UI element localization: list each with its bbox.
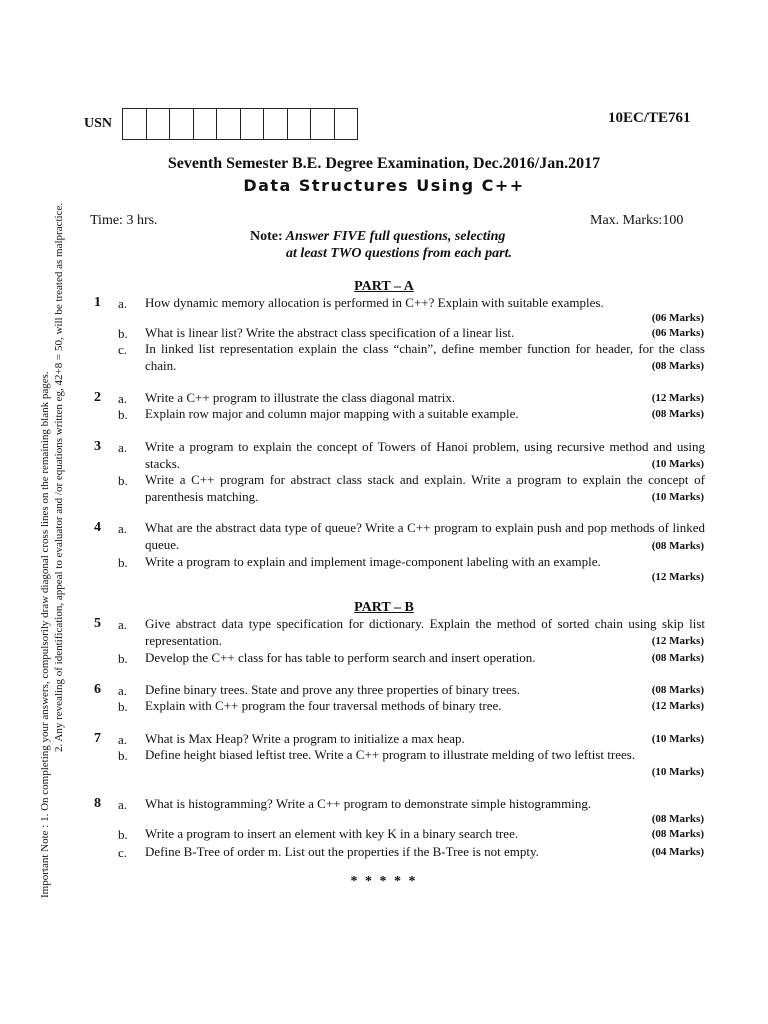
usn-label: USN [84, 116, 113, 131]
instructions-note [250, 229, 505, 245]
question-number: 6 [94, 682, 101, 697]
usn-box[interactable] [310, 109, 334, 139]
sub-question-letter: a. [118, 296, 128, 311]
sub-question-letter: a. [118, 440, 128, 455]
sub-question-text: Give abstract data type specification for dictionary. Explain the method of sorted chain using skip list representation. [145, 616, 705, 648]
question-number: 3 [94, 439, 101, 454]
sub-question-text: Write a program to explain and implement image-component labeling with an example. [145, 554, 601, 569]
usn-box[interactable] [334, 109, 358, 139]
marks-label: (08 Marks) [651, 813, 704, 825]
sub-question-letter: a. [118, 732, 128, 747]
sub-question-letter: b. [118, 748, 128, 763]
question-number: 2 [94, 390, 101, 405]
usn-box[interactable] [193, 109, 217, 139]
sub-question-letter: b. [118, 699, 128, 714]
marks-label: (06 Marks) [651, 312, 704, 324]
sub-question-text: What are the abstract data type of queue? Write a C++ program to explain push and pop methods of linked queue. [145, 520, 705, 552]
sub-question-text: Write a program to insert an element with key K in a binary search tree. [145, 826, 519, 841]
sub-question-letter: a. [118, 683, 128, 698]
end-of-paper-stars: * * * * * [350, 874, 418, 889]
sub-question-letter: a. [118, 521, 128, 536]
question-number: 8 [94, 796, 101, 811]
sub-question-letter: a. [118, 797, 128, 812]
marks-label: (08 Marks) [651, 408, 704, 420]
usn-entry-boxes[interactable] [122, 108, 358, 140]
sub-question-text: How dynamic memory allocation is performed in C++? Explain with suitable examples. [145, 295, 604, 310]
question-number: 4 [94, 520, 101, 535]
marks-label: (04 Marks) [651, 846, 704, 858]
marks-label: (08 Marks) [651, 684, 704, 696]
max-marks: Max. Marks:100 [590, 213, 684, 228]
marks-label: (08 Marks) [651, 540, 704, 552]
usn-box[interactable] [240, 109, 264, 139]
sub-question-text: Write a C++ program for abstract class stack and explain. Write a program to explain the concept of parenthesis matching. [145, 472, 705, 504]
part-b-heading: PART – B [354, 600, 414, 615]
sub-question-text: Explain with C++ program the four traversal methods of binary tree. [145, 698, 502, 713]
sub-question-letter: a. [118, 391, 128, 406]
sub-question-text: What is linear list? Write the abstract class specification of a linear list. [145, 325, 515, 340]
usn-box[interactable] [216, 109, 240, 139]
note-line-1: Answer FIVE full questions, selecting [282, 229, 506, 244]
sub-question-text: Explain row major and column major mapping with a suitable example. [145, 406, 519, 421]
sub-question-letter: b. [118, 407, 128, 422]
marks-label: (10 Marks) [651, 491, 704, 503]
important-note-line-2: 2. Any revealing of identification, appeal to evaluator and /or equations written eg, 42+8 = 50, will be treated as malpractice. [53, 202, 65, 752]
usn-box[interactable] [287, 109, 311, 139]
sub-question-letter: c. [118, 845, 128, 860]
marks-label: (12 Marks) [651, 700, 704, 712]
exam-title: Seventh Semester B.E. Degree Examination, Dec.2016/Jan.2017 [167, 155, 601, 172]
sub-question-text: What is Max Heap? Write a program to initialize a max heap. [145, 731, 465, 746]
sub-question-letter: b. [118, 473, 128, 488]
marks-label: (08 Marks) [651, 828, 704, 840]
marks-label: (06 Marks) [651, 327, 704, 339]
sub-question-letter: a. [118, 617, 128, 632]
question-number: 1 [94, 295, 101, 310]
marks-label: (10 Marks) [651, 733, 704, 745]
usn-box[interactable] [123, 109, 146, 139]
important-note-line-1: Important Note : 1. On completing your answers, compulsorily draw diagonal cross lines on the remaining blank pages. [39, 371, 51, 898]
sub-question-letter: b. [118, 827, 128, 842]
sub-question-text: Define binary trees. State and prove any three properties of binary trees. [145, 682, 521, 697]
sub-question-text: Write a program to explain the concept of Towers of Hanoi problem, using recursive method and using stacks. [145, 439, 705, 471]
question-number: 5 [94, 616, 101, 631]
sub-question-text: What is histogramming? Write a C++ program to demonstrate simple histogramming. [145, 796, 592, 811]
marks-label: (12 Marks) [651, 635, 704, 647]
subject-code: 10EC/TE761 [608, 110, 691, 126]
marks-label: (08 Marks) [651, 360, 704, 372]
sub-question-letter: b. [118, 651, 128, 666]
part-a-heading: PART – A [354, 279, 414, 294]
usn-box[interactable] [146, 109, 170, 139]
sub-question-letter: b. [118, 555, 128, 570]
important-note-sidebar [38, 38, 66, 898]
usn-box[interactable] [263, 109, 287, 139]
question-number: 7 [94, 731, 101, 746]
sub-question-text: Write a C++ program to illustrate the class diagonal matrix. [145, 390, 456, 405]
note-label: Note: [250, 229, 283, 244]
sub-question-text: Develop the C++ class for has table to perform search and insert operation. [145, 650, 536, 665]
subject-title: Data Structures Using C++ [243, 176, 525, 195]
note-line-2: at least TWO questions from each part. [286, 246, 512, 261]
sub-question-text: Define B-Tree of order m. List out the properties if the B-Tree is not empty. [145, 844, 539, 859]
sub-question-letter: c. [118, 342, 128, 357]
sub-question-letter: b. [118, 326, 128, 341]
marks-label: (08 Marks) [651, 652, 704, 664]
sub-question-text: In linked list representation explain the class “chain”, define member function for header, for the class chain. [145, 341, 705, 373]
usn-box[interactable] [169, 109, 193, 139]
sub-question-text: Define height biased leftist tree. Write a C++ program to illustrate melding of two leftist trees. [145, 747, 636, 762]
marks-label: (10 Marks) [651, 766, 704, 778]
marks-label: (10 Marks) [651, 458, 704, 470]
marks-label: (12 Marks) [651, 571, 704, 583]
marks-label: (12 Marks) [651, 392, 704, 404]
time-allowed: Time: 3 hrs. [90, 213, 158, 228]
